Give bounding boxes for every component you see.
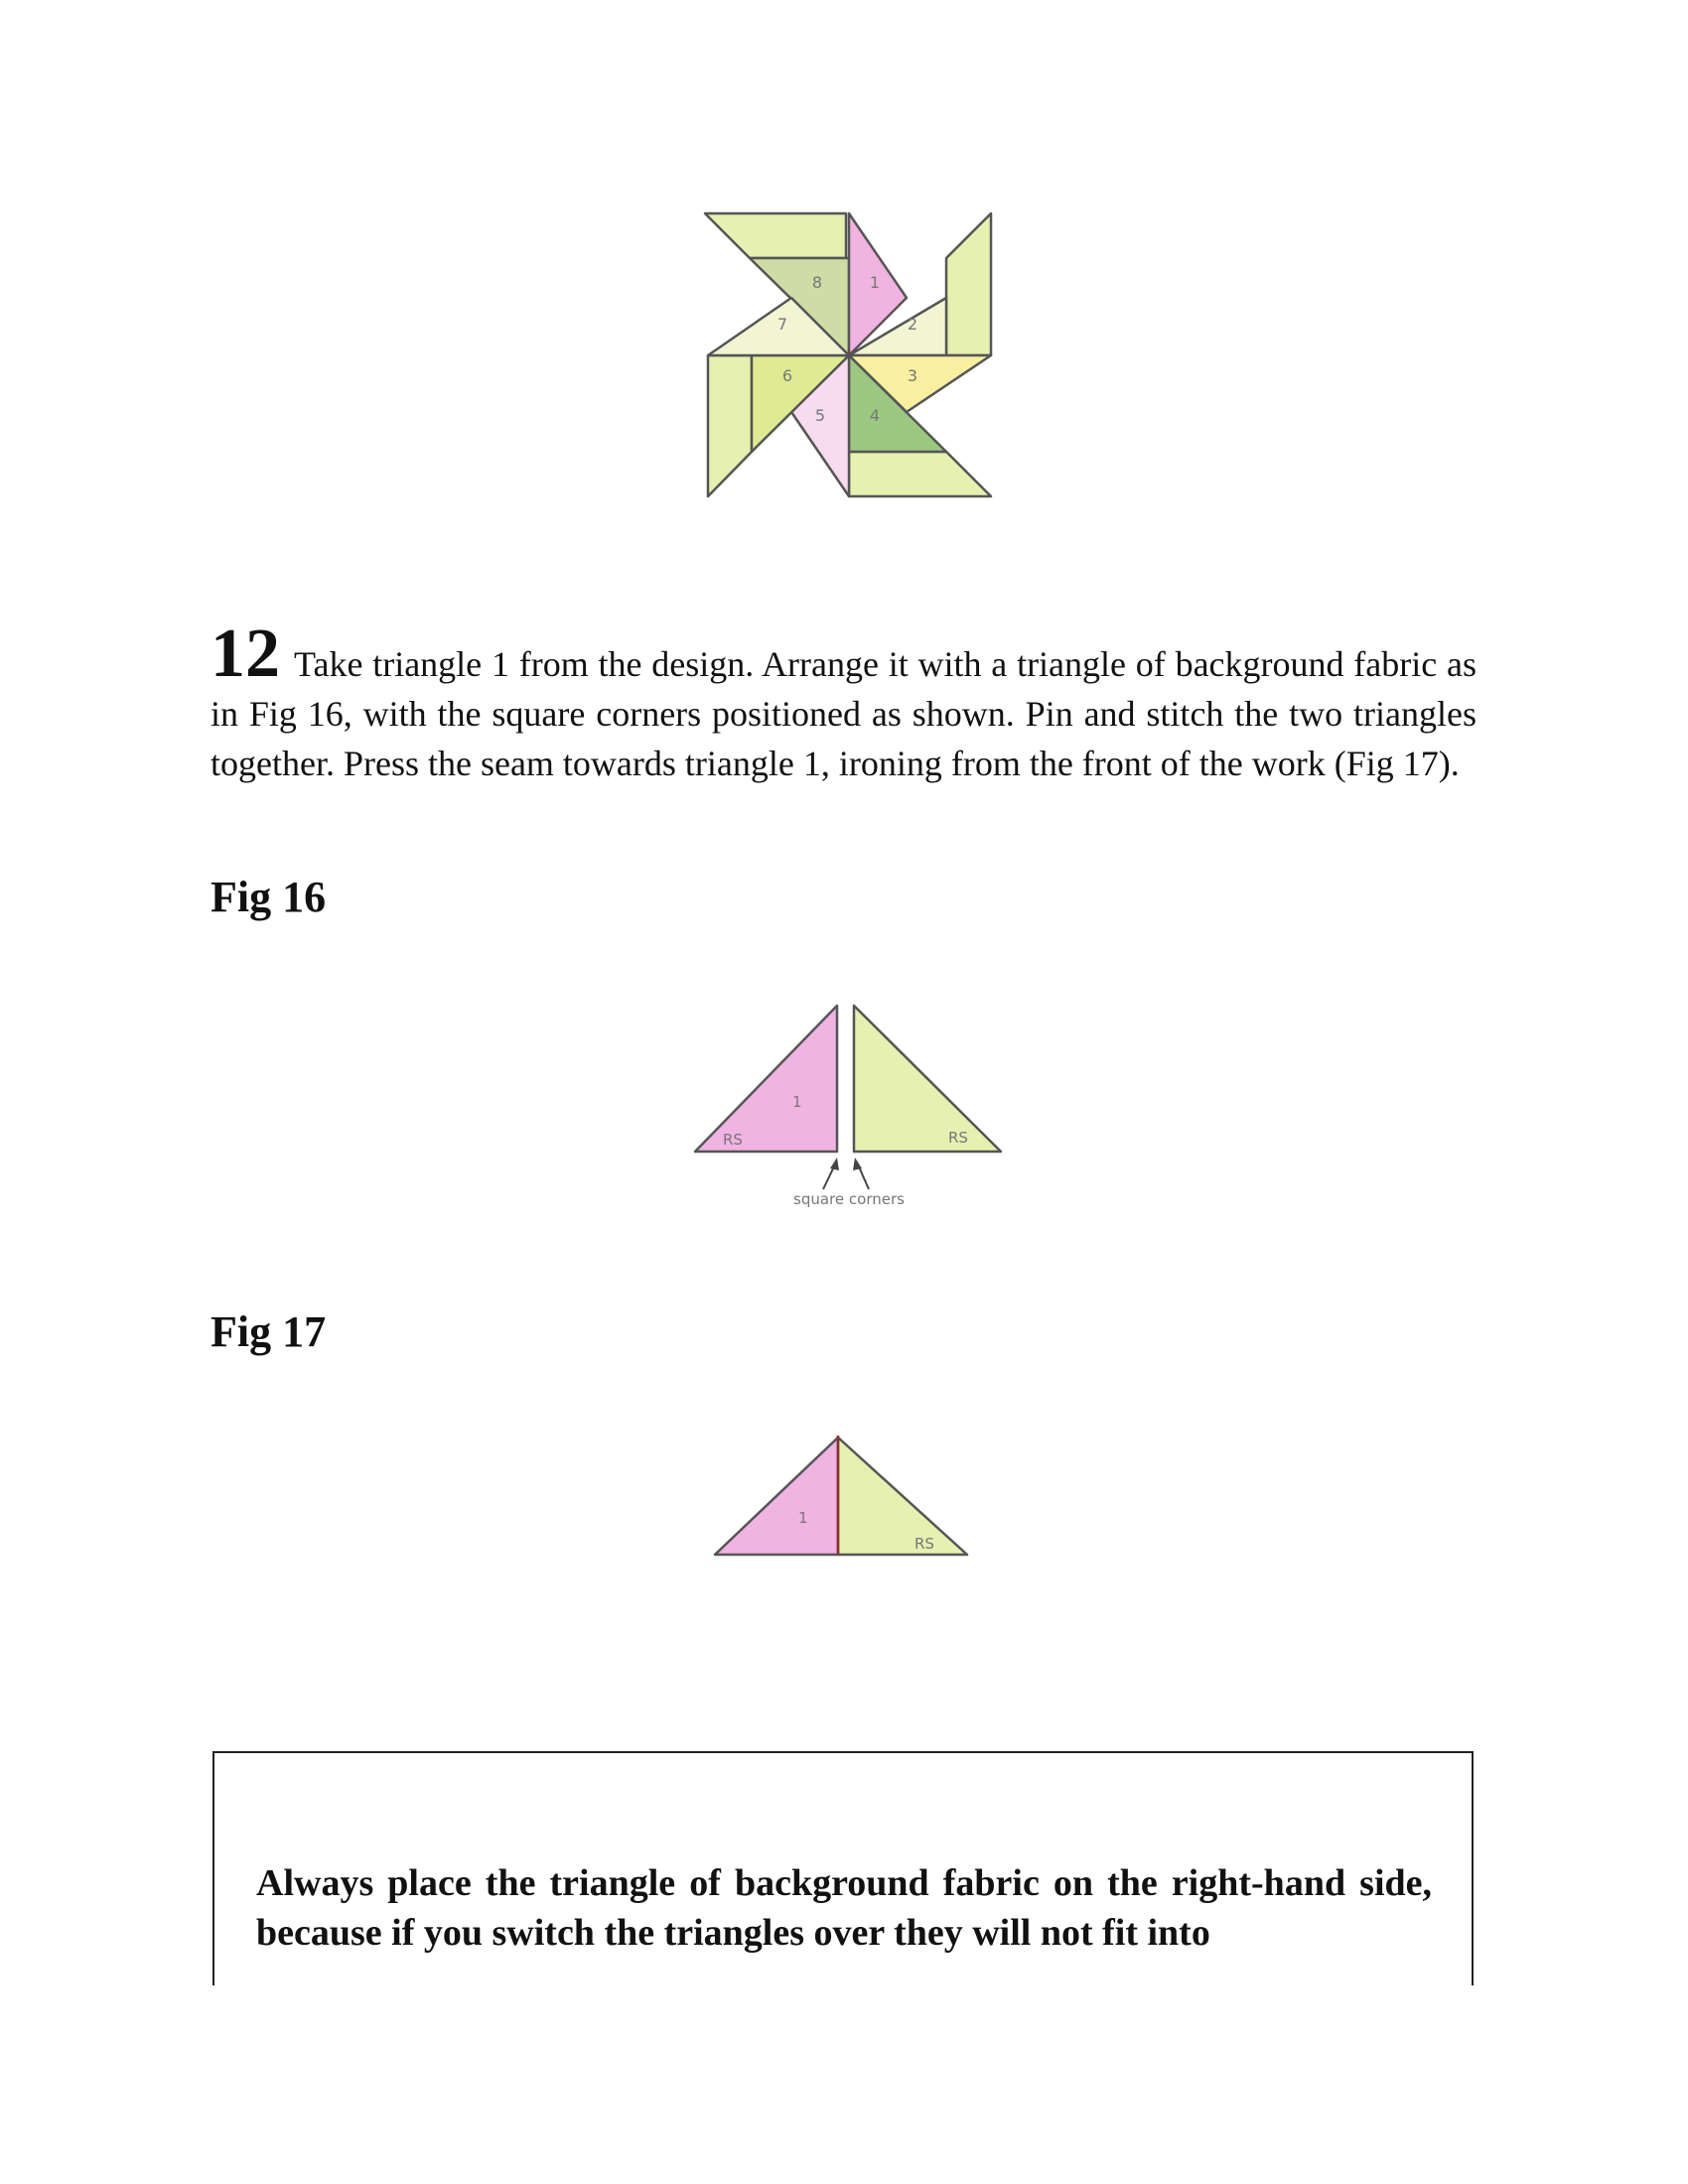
- fig16-left-number: 1: [792, 1093, 802, 1111]
- pinwheel-label-6: 6: [781, 366, 793, 385]
- fig17-diagram: [711, 1432, 973, 1561]
- pinwheel-label-2: 2: [907, 315, 918, 334]
- pinwheel-arm-right: [946, 213, 991, 355]
- pinwheel-arm-bottom: [849, 452, 991, 496]
- fig17-caption: Fig 17: [211, 1307, 327, 1356]
- fig17-right-rs-label: RS: [914, 1535, 934, 1553]
- pinwheel-label-4: 4: [869, 406, 881, 425]
- fig16-triangle-1: [695, 1006, 837, 1152]
- fig16-background-triangle: [854, 1006, 1001, 1152]
- step-number: 12: [211, 615, 280, 692]
- fig16-left-rs-label: RS: [723, 1131, 743, 1149]
- fig17-triangle-1: [715, 1437, 838, 1555]
- tip-text: Always place the triangle of background fabric on the right-hand side, because if you switch the triangles over they will not fit into: [256, 1862, 1432, 1954]
- fig16-right-rs-label: RS: [948, 1129, 968, 1147]
- pinwheel-label-5: 5: [814, 406, 826, 425]
- pinwheel-label-7: 7: [776, 315, 788, 334]
- fig16-annotation: square corners: [793, 1190, 905, 1208]
- pinwheel-label-1: 1: [869, 273, 881, 292]
- fig16-caption: Fig 16: [211, 873, 327, 921]
- fig17-background-triangle: [838, 1437, 967, 1555]
- fig17-left-number: 1: [798, 1509, 808, 1527]
- pinwheel-diagram: [700, 208, 998, 506]
- pinwheel-label-8: 8: [811, 273, 823, 292]
- pinwheel-arm-top: [705, 213, 846, 258]
- fig16-diagram: [690, 1001, 1008, 1211]
- pinwheel-label-3: 3: [907, 366, 918, 385]
- pinwheel-arm-left: [708, 355, 752, 496]
- step-paragraph: [211, 615, 1477, 788]
- tip-box: [212, 1751, 1474, 1985]
- step-text: Take triangle 1 from the design. Arrange it with a triangle of background fabric as in Fig 16, with the square corners positioned as shown. Pin and stitch the two triangles together. Press the seam towards triangle 1, ironing from the front of the work (Fig 17).: [211, 644, 1477, 783]
- fig16-arrows: [823, 1158, 869, 1189]
